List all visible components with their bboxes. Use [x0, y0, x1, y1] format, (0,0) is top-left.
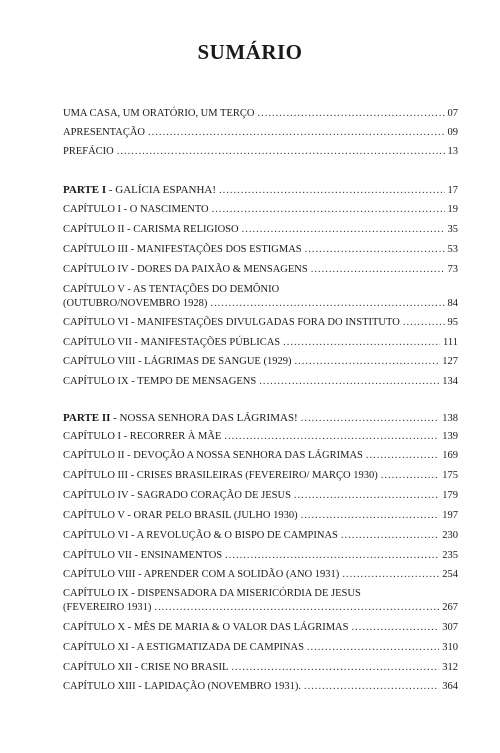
toc-entry-page: 17 — [447, 185, 458, 196]
leader-dots — [219, 185, 444, 196]
toc-entry — [63, 550, 458, 566]
toc-entry — [63, 622, 458, 638]
toc-entry-page: 254 — [442, 569, 458, 580]
toc-entry — [63, 376, 458, 392]
toc-entry — [63, 490, 458, 506]
toc-entry-page: 169 — [442, 450, 458, 461]
toc-entry-label: CAPÍTULO VII - MANIFESTAÇÕES PÚBLICAS — [63, 337, 281, 348]
toc-entry — [63, 602, 458, 618]
toc-entry-label: CAPÍTULO II - DEVOÇÃO A NOSSA SENHORA DAS LÁGRIMAS — [63, 450, 363, 461]
toc-entry — [63, 450, 458, 466]
toc-entry-continuation: (FEVEREIRO 1931) — [63, 602, 152, 613]
toc-entry-label: CAPÍTULO VIII - LÁGRIMAS DE SANGUE (1929) — [63, 356, 292, 367]
toc-entry-page: 13 — [447, 146, 458, 157]
toc-entry-page: 134 — [442, 376, 458, 387]
leader-dots — [259, 376, 439, 387]
leader-dots — [117, 146, 445, 157]
leader-dots — [257, 108, 444, 119]
toc-entry-label: CAPÍTULO I - RECORRER À MÃE — [63, 431, 222, 442]
leader-dots — [154, 602, 439, 613]
page-title: SUMÁRIO — [197, 40, 303, 64]
toc-entry-page: 139 — [442, 431, 458, 442]
leader-dots — [305, 244, 445, 255]
toc-entry-label: CAPÍTULO IX - TEMPO DE MENSAGENS — [63, 376, 257, 387]
toc-entry-label: PREFÁCIO — [63, 146, 114, 157]
toc-entry-page: 197 — [442, 510, 458, 521]
leader-dots — [301, 510, 440, 521]
toc-entry-label: CAPÍTULO II - CARISMA RELIGIOSO — [63, 224, 239, 235]
toc-entry-label: CAPÍTULO IV - DORES DA PAIXÃO & MENSAGENS — [63, 264, 308, 275]
leader-dots — [283, 337, 440, 348]
leader-dots — [366, 450, 439, 461]
toc-entry-label: CAPÍTULO IV - SAGRADO CORAÇÃO DE JESUS — [63, 490, 291, 501]
toc-entry — [63, 470, 458, 486]
toc-entry — [63, 298, 458, 314]
toc-entry — [63, 224, 458, 240]
toc-entry-page: 312 — [442, 662, 458, 673]
leader-dots — [341, 530, 439, 541]
leader-dots — [351, 622, 439, 633]
part-label: PARTE I — [63, 184, 107, 196]
toc-entry-page: 53 — [447, 244, 458, 255]
toc-entry-label: CAPÍTULO VII - ENSINAMENTOS — [63, 550, 223, 561]
leader-dots — [225, 550, 439, 561]
toc-entry — [63, 642, 458, 658]
toc-entry-page: 35 — [447, 224, 458, 235]
toc-entry-page: 95 — [447, 317, 458, 328]
toc-entry-label: CAPÍTULO XII - CRISE NO BRASIL — [63, 662, 229, 673]
part-label: PARTE II — [63, 412, 111, 424]
toc-entry — [63, 264, 458, 280]
toc-entry-page: 310 — [442, 642, 458, 653]
leader-dots — [381, 470, 440, 481]
toc-entry-front-1 — [63, 108, 458, 124]
toc-entry — [63, 681, 458, 697]
leader-dots — [210, 298, 444, 309]
toc-entry-page: 127 — [442, 356, 458, 367]
toc-entry — [63, 569, 458, 585]
toc-entry-label: CAPÍTULO XI - A ESTIGMATIZADA DE CAMPINAS — [63, 642, 304, 653]
leader-dots — [242, 224, 445, 235]
toc-entry-page: 267 — [442, 602, 458, 613]
toc-entry-label: CAPÍTULO X - MÊS DE MARIA & O VALOR DAS LÁGRIMAS — [63, 622, 349, 633]
toc-entry-page: 307 — [442, 622, 458, 633]
leader-dots — [224, 431, 439, 442]
toc-entry-page: 175 — [442, 470, 458, 481]
toc-entry-page: 179 — [442, 490, 458, 501]
leader-dots — [304, 681, 439, 692]
toc-entry — [63, 317, 458, 333]
toc-part-1-heading — [63, 184, 458, 200]
toc-entry — [63, 510, 458, 526]
leader-dots — [212, 204, 445, 215]
leader-dots — [311, 264, 445, 275]
toc-entry — [63, 662, 458, 678]
toc-entry-label: CAPÍTULO III - MANIFESTAÇÕES DOS ESTIGMAS — [63, 244, 302, 255]
leader-dots — [294, 356, 439, 367]
toc-entry-page: 19 — [447, 204, 458, 215]
toc-entry-label: CAPÍTULO V - AS TENTAÇÕES DO DEMÔNIO — [63, 284, 280, 295]
leader-dots — [294, 490, 439, 501]
leader-dots — [342, 569, 439, 580]
toc-entry-page: 364 — [442, 681, 458, 692]
toc-entry — [63, 530, 458, 546]
toc-entry-label: CAPÍTULO VI - A REVOLUÇÃO & O BISPO DE CAMPINAS — [63, 530, 338, 541]
toc-entry — [63, 204, 458, 220]
toc-entry-label: CAPÍTULO VIII - APRENDER COM A SOLIDÃO (ANO 1931) — [63, 569, 340, 580]
toc-entry-page: 235 — [442, 550, 458, 561]
toc-entry — [63, 244, 458, 260]
toc-entry-page: 84 — [447, 298, 458, 309]
toc-entry-page: 09 — [447, 127, 458, 138]
toc-entry-front-3 — [63, 146, 458, 162]
toc-entry-page: 111 — [443, 337, 458, 348]
toc-entry-label: CAPÍTULO VI - MANIFESTAÇÕES DIVULGADAS FORA DO INSTITUTO — [63, 317, 400, 328]
toc-entry-page: 230 — [442, 530, 458, 541]
toc-entry-page: 138 — [442, 413, 458, 424]
toc-entry-continuation: (OUTUBRO/NOVEMBRO 1928) — [63, 298, 208, 309]
toc-entry-front-2 — [63, 127, 458, 143]
part-title: - GALÍCIA ESPANHA! — [106, 184, 217, 196]
toc-entry-label: APRESENTAÇÃO — [63, 127, 146, 138]
leader-dots — [403, 317, 445, 328]
toc-entry-label: UMA CASA, UM ORATÓRIO, UM TERÇO — [63, 108, 255, 119]
toc-entry-label: CAPÍTULO IX - DISPENSADORA DA MISERICÓRDIA DE JESUS — [63, 588, 361, 599]
toc-entry — [63, 356, 458, 372]
toc-entry — [63, 431, 458, 447]
toc-entry-label: CAPÍTULO V - ORAR PELO BRASIL (JULHO 1930) — [63, 510, 298, 521]
toc-entry-label: CAPÍTULO III - CRISES BRASILEIRAS (FEVEREIRO/ MARÇO 1930) — [63, 470, 378, 481]
part-title: - NOSSA SENHORA DAS LÁGRIMAS! — [110, 412, 298, 424]
toc-entry-page: 73 — [447, 264, 458, 275]
leader-dots — [301, 413, 440, 424]
toc-entry-page: 07 — [447, 108, 458, 119]
toc-entry-label: CAPÍTULO XIII - LAPIDAÇÃO (NOVEMBRO 1931). — [63, 681, 301, 692]
toc-entry — [63, 337, 458, 353]
toc-part-2-heading — [63, 412, 458, 428]
toc-entry-label: CAPÍTULO I - O NASCIMENTO — [63, 204, 209, 215]
leader-dots — [148, 127, 444, 138]
leader-dots — [231, 662, 439, 673]
leader-dots — [307, 642, 439, 653]
